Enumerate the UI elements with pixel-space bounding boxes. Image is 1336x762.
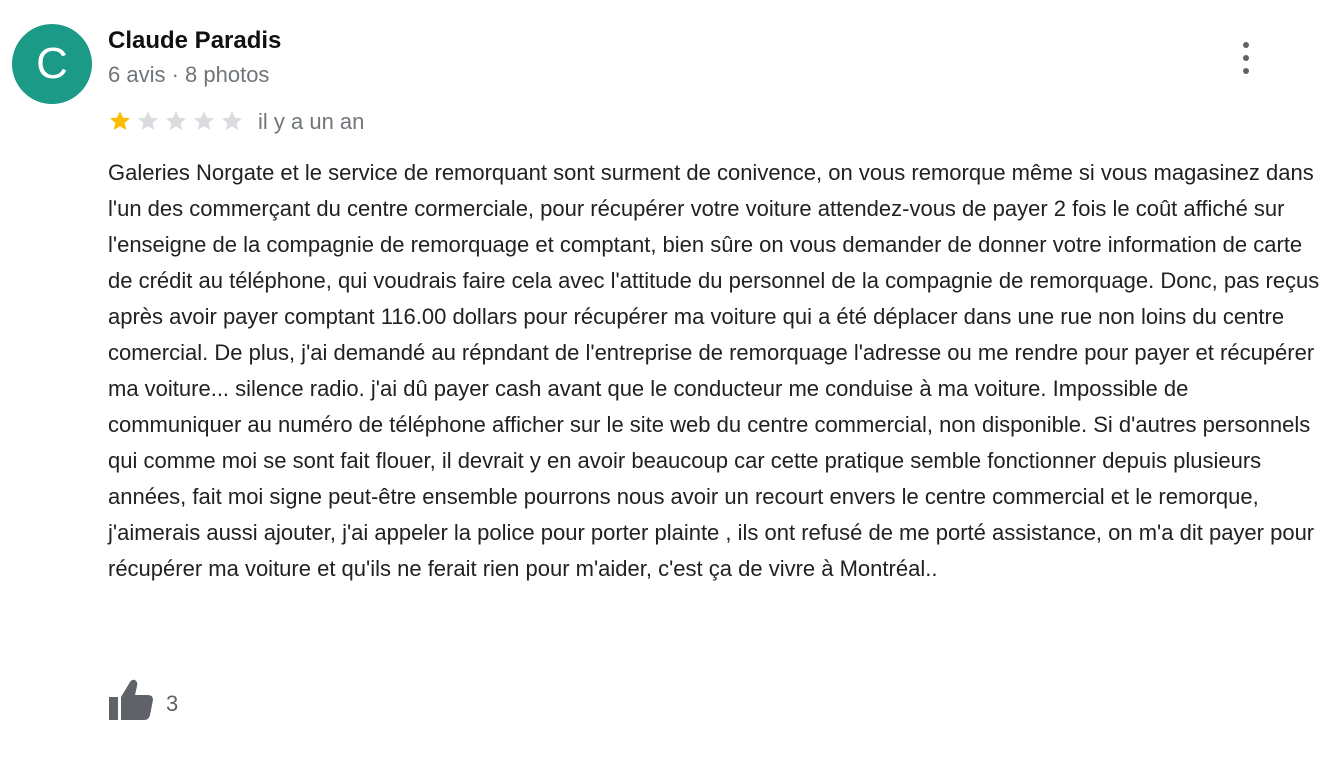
- star-empty-icon: [136, 109, 160, 133]
- like-count: 3: [166, 691, 179, 716]
- star-filled-icon: [108, 109, 132, 133]
- avatar[interactable]: C: [12, 24, 92, 104]
- star-empty-icon: [192, 109, 216, 133]
- menu-dot: [1243, 55, 1249, 61]
- menu-dot: [1243, 42, 1249, 48]
- review-text: Galeries Norgate et le service de remorquant sont surment de conivence, on vous remorque même si vous magasinez dans l'un des commerçant du centre cormerciale, pour récupérer votre voiture attendez-vous de payer 2 fois le coût affiché sur l'enseigne de la compagnie de remorquage et comptant, bien sûre on vous demander de donner votre information de carte de crédit au téléphone, qui voudrais faire cela avec l'attitude du personnel de la compagnie de remorquage. Donc, pas reçus après avoir payer comptant 116.00 dollars pour récupérer ma voiture qui a été déplacer dans une rue non loins du centre comercial. De plus, j'ai demandé au répndant de l'entreprise de remorquage l'adresse ou me rendre pour payer et récupérer ma voiture... silence radio. j'ai dû payer cash avant que le conducteur me conduise à ma voiture. Impossible de communiquer au numéro de téléphone afficher sur le site web du centre commercial, non disponible. Si d'autres personnels qui comme moi se sont fait flouer, il devrait y en avoir beaucoup car cette pratique semble fonctionner depuis plusieurs années, fait moi signe peut-être ensemble pourrons nous avoir un recourt envers le centre commercial et le remorque, j'aimerais aussi ajouter, j'ai appeler la police pour porter plainte , ils ont refusé de me porté assistance, on m'a dit payer pour récupérer ma voiture et qu'ils ne ferait rien pour m'aider, c'est ça de vivre à Montréal..: [108, 160, 1320, 581]
- author-meta: 6 avis · 8 photos: [108, 62, 270, 87]
- review-time: il y a un an: [258, 109, 365, 134]
- thumb-up-icon[interactable]: [108, 678, 156, 722]
- author-name[interactable]: Claude Paradis: [108, 27, 282, 54]
- star-empty-icon: [220, 109, 244, 133]
- star-rating: [108, 106, 248, 136]
- menu-dot: [1243, 68, 1249, 74]
- more-options-icon[interactable]: [1228, 38, 1264, 78]
- star-empty-icon: [164, 109, 188, 133]
